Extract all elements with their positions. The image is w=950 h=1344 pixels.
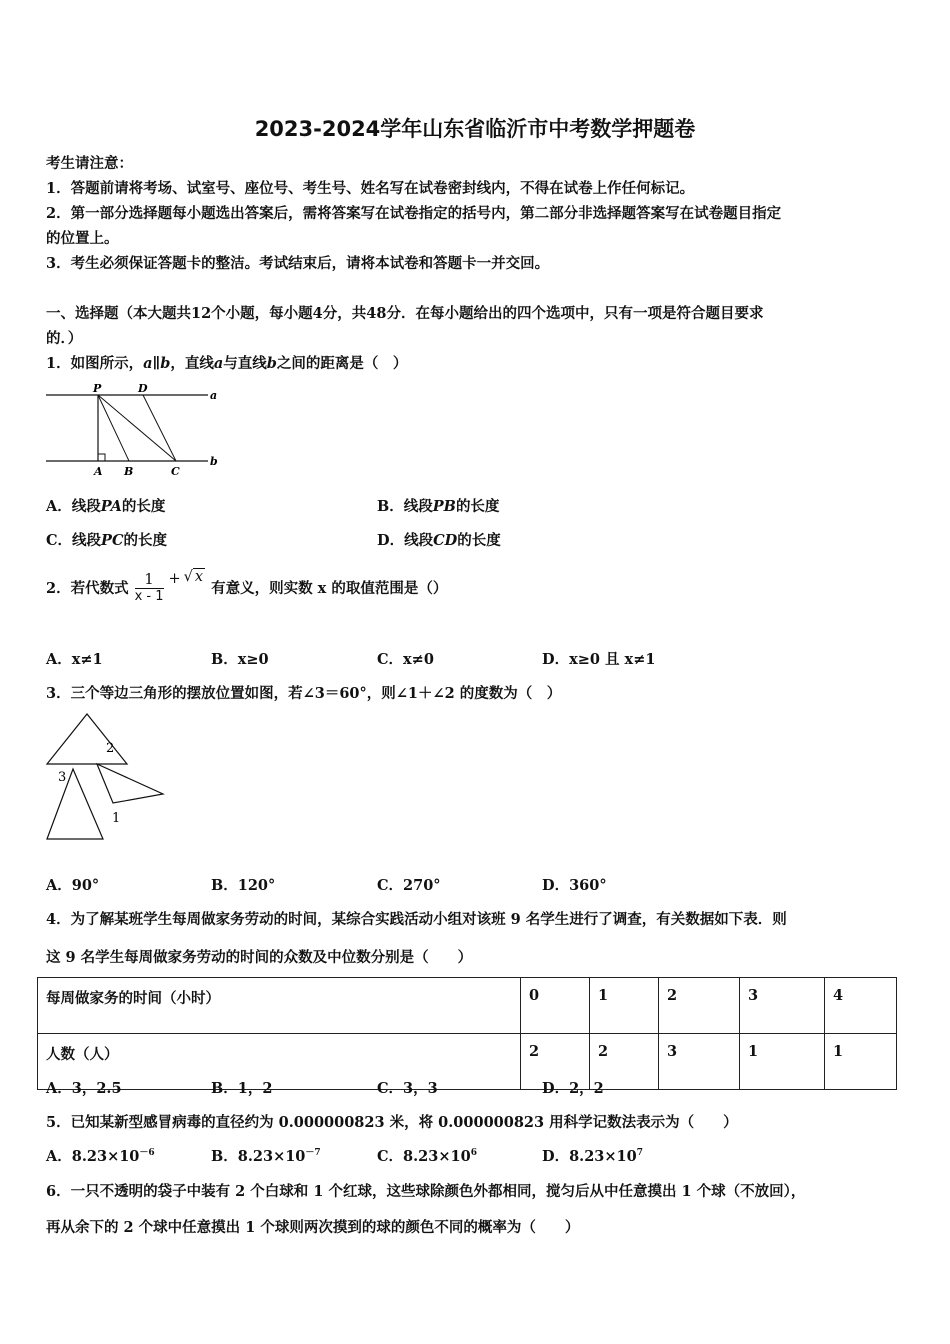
table-cell: 3 — [740, 978, 825, 1034]
triangle-right — [97, 764, 163, 803]
angle-label-2: 2 — [106, 741, 115, 756]
table-cell: 1 — [590, 978, 659, 1034]
notice-heading: 考生请注意： — [46, 155, 133, 172]
notice-item-2-cont: 的位置上。 — [46, 230, 119, 247]
label-d: D — [138, 382, 148, 395]
q4-option-c[interactable]: C．3，3 — [377, 1080, 438, 1097]
q2-option-a[interactable]: A．x≠1 — [46, 651, 103, 668]
angle-label-3: 3 — [58, 770, 67, 785]
notice-item-3: 3．考生必须保证答题卡的整洁。考试结束后，请将本试卷和答题卡一并交回。 — [46, 255, 550, 272]
q1-option-d[interactable]: D．线段CD的长度 — [377, 532, 501, 549]
table-header-cell: 每周做家务的时间（小时） — [38, 978, 521, 1034]
segment-cd — [143, 395, 176, 461]
table-cell: 2 — [590, 1034, 659, 1090]
triangle-top — [47, 714, 127, 764]
table-header-cell: 人数（人） — [38, 1034, 521, 1090]
question-6-stem-cont: 再从余下的 2 个球中任意摸出 1 个球则两次摸到的球的颜色不同的概率为（ ） — [46, 1219, 580, 1236]
table-cell: 0 — [521, 978, 590, 1034]
label-b-point: B — [124, 465, 134, 478]
question-3-figure — [40, 706, 172, 844]
triangle-bottom — [47, 769, 103, 839]
angle-label-1: 1 — [112, 811, 121, 826]
q2-option-d[interactable]: D．x≥0 且 x≠1 — [542, 651, 656, 668]
table-cell: 1 — [825, 1034, 897, 1090]
label-p: P — [93, 382, 102, 395]
label-line-a: a — [210, 389, 218, 402]
question-1-stem: 1．如图所示，a∥b，直线a与直线b之间的距离是（ ） — [46, 355, 408, 372]
table-cell: 2 — [659, 978, 740, 1034]
question-5-stem: 5．已知某新型感冒病毒的直径约为 0.000000823 米，将 0.000000823 用科学记数法表示为（ ） — [46, 1114, 738, 1131]
segment-pc — [98, 395, 176, 461]
right-angle-mark — [98, 454, 105, 461]
q5-option-d[interactable]: D．$8.23\times 10^7$ — [542, 1148, 643, 1165]
table-row — [38, 978, 897, 1034]
q5-option-c[interactable]: C．$8.23\times 10^6$ — [377, 1148, 477, 1165]
section-heading: 一、选择题（本大题共12个小题，每小题4分，共48分．在每小题给出的四个选项中，只有一项是符合题目要求 — [46, 305, 764, 322]
q4-option-b[interactable]: B．1，2 — [211, 1080, 273, 1097]
table-cell: 4 — [825, 978, 897, 1034]
label-a-point: A — [94, 465, 103, 478]
page-title: 2023-2024学年山东省临沂市中考数学押题卷 — [254, 117, 696, 141]
table-row — [38, 1034, 897, 1090]
q1-option-c[interactable]: C．线段PC的长度 — [46, 532, 167, 549]
table-cell: 2 — [521, 1034, 590, 1090]
table-cell: 3 — [659, 1034, 740, 1090]
q3-option-c[interactable]: C．270° — [377, 877, 441, 894]
question-1-figure — [40, 378, 230, 480]
table-cell: 1 — [740, 1034, 825, 1090]
q4-option-d[interactable]: D．2，2 — [542, 1080, 604, 1097]
section-heading-cont: 的．） — [46, 330, 83, 347]
q1-option-b[interactable]: B．线段PB的长度 — [377, 498, 500, 515]
q3-option-b[interactable]: B．120° — [211, 877, 276, 894]
sqrt-x: √ x — [183, 569, 204, 585]
fraction: $\frac{1}{x - 1}$ — [134, 570, 164, 604]
question-4-stem: 4．为了解某班学生每周做家务劳动的时间，某综合实践活动小组对该班 9 名学生进行了调查，有关数据如下表．则 — [46, 911, 787, 928]
notice-item-1: 1．答题前请将考场、试室号、座位号、考生号、姓名写在试卷密封线内，不得在试卷上作任何标记。 — [46, 180, 695, 197]
q2-option-b[interactable]: B．x≥0 — [211, 651, 269, 668]
question-4-stem-cont: 这 9 名学生每周做家务劳动的时间的众数及中位数分别是（ ） — [46, 949, 473, 966]
question-6-stem: 6．一只不透明的袋子中装有 2 个白球和 1 个红球，这些球除颜色外都相同，搅匀后从中任意摸出 1 个球（不放回）， — [46, 1183, 806, 1200]
q5-option-b[interactable]: B．$8.23\times 10^{-7}$ — [211, 1148, 321, 1165]
data-table — [37, 977, 897, 1090]
notice-item-2: 2．第一部分选择题每小题选出答案后，需将答案写在试卷指定的括号内，第二部分非选择题答案写在试卷题目指定 — [46, 205, 782, 222]
question-2-stem: 2．若代数式 $\frac{1}{x - 1}$ + √ x 有意义，则实数 x 的取值范围是（） — [46, 569, 448, 604]
question-3-stem: 3．三个等边三角形的摆放位置如图，若∠3＝60°，则∠1＋∠2 的度数为（ ） — [46, 685, 562, 702]
q3-option-a[interactable]: A．90° — [46, 877, 100, 894]
segment-pb — [98, 395, 129, 461]
q1-option-a[interactable]: A．线段PA的长度 — [46, 498, 166, 515]
q4-option-a[interactable]: A．3，2.5 — [46, 1080, 122, 1097]
label-line-b: b — [210, 455, 218, 468]
q3-option-d[interactable]: D．360° — [542, 877, 607, 894]
q5-option-a[interactable]: A．$8.23\times 10^{-6}$ — [46, 1148, 155, 1165]
label-c-point: C — [171, 465, 180, 478]
q2-option-c[interactable]: C．x≠0 — [377, 651, 434, 668]
